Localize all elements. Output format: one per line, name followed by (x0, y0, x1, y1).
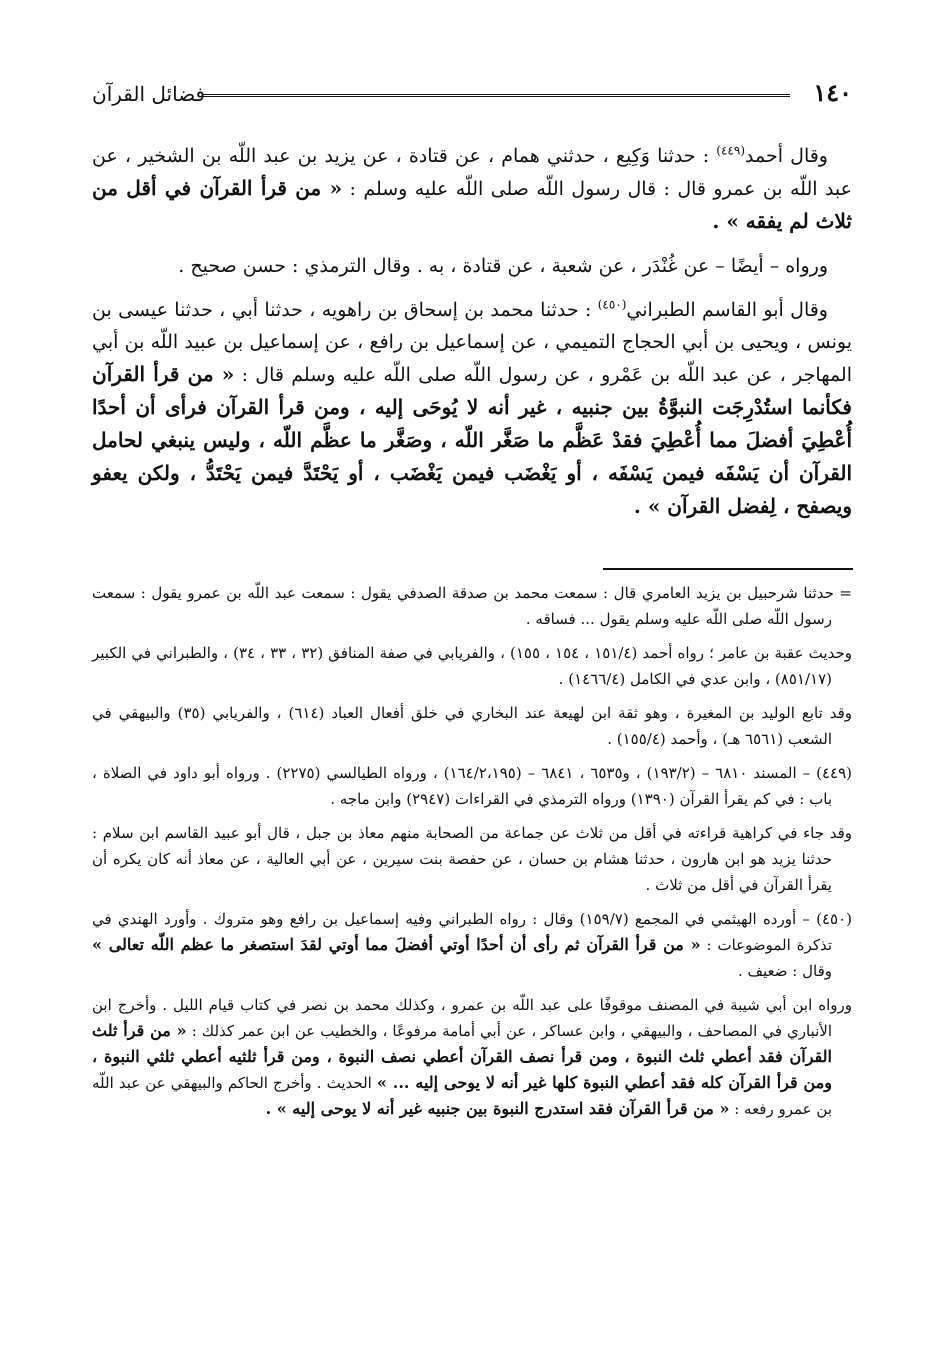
footnote-muadh: وقد جاء في كراهية قراءته في أقل من ثلاث عن جماعة من الصحابة منهم معاذ بن جبل ، قال أبو عبيد القاسم ابن سلام : حدثنا يزيد هو ابن هارون ، حدثنا هشام بن حسان ، عن حفصة بنت سيرين ، عن أبي العالية ، عن معاذ أنه كان يكره أن يقرأ القرآن في أقل من ثلاث . (92, 824, 852, 894)
footnote-uqba: وحديث عقبة بن عامر ؛ رواه أحمد (١٥١/٤ ، ١٥٤ ، ١٥٥) ، والفريابي في صفة المنافق (٣٢ ، ٣٣ ، ٣٤) ، والطبراني في الكبير (٨٥١/١٧) ، وابن عدي في الكامل (١٤٦٦/٤) . (92, 644, 852, 688)
hadith-text: « من قرأ القرآن في أقل من ثلاث لم يفقه » . (92, 176, 852, 233)
footnote-ref-449[interactable]: (٤٤٩) (716, 143, 746, 158)
main-text (92, 140, 852, 535)
paragraph-ahmad: وقال أحمد$^{(٤٤٩)}$ : حدثنا وَكِيع ، حدثني همام ، عن قتادة ، عن يزيد بن عبد اللّه بن الشخير ، عن عبد اللّه بن عمرو قال : قال رسول اللّه صلى اللّه عليه وسلم : « من قرأ القرآن في أقل من ثلاث لم يفقه » . (92, 143, 852, 233)
footnote-ibn-abi-shayba: ورواه ابن أبي شيبة في المصنف موقوفًا على عبد اللّه بن عمرو ، وكذلك محمد بن نصر في كتاب قيام الليل . وأخرج ابن الأنباري في المصاحف ، والبيهقي ، وابن عساكر ، عن أبي أمامة مرفوعًا ، والخطيب عن ابن عمر كذلك : « من قرأ ثلث القرآن فقد أعطي ثلث النبوة ، ومن قرأ نصف القرآن أعطي نصف النبوة ، ومن قرأ ثلثيه أعطي ثلثي النبوة ، ومن قرأ القرآن كله فقد أعطي النبوة كلها غير أنه لا يوحى إليه ... » الحديث . وأخرج الحاكم والبيهقي عن عبد اللّه بن عمرو رفعه : « من قرأ القرآن فقد استدرج النبوة بين جنبيه غير أنه لا يوحى إليه » . (92, 996, 852, 1118)
footnote-continued: = حدثنا شرحبيل بن يزيد العامري قال : سمعت محمد بن صدقة الصدفي يقول : سمعت عبد اللّه بن عمرو يقول : سمعت رسول اللّه صلى اللّه عليه وسلم يقول ... فساقه . (92, 584, 852, 628)
footnote-separator (603, 568, 853, 570)
running-title: فضائل القرآن (92, 82, 206, 106)
paragraph-tabarani: وقال أبو القاسم الطبراني$^{(٤٥٠)}$ : حدثنا محمد بن إسحاق بن راهويه ، حدثنا أبي ، حدثنا عيسى بن يونس ، ويحيى بن أبي الحجاج التميمي ، عن إسماعيل بن رافع ، عن إسماعيل بن عبيد اللّه بن أبي المهاجر ، عن عبد اللّه بن عَمْرو ، عن رسول اللّه صلى اللّه عليه وسلم قال : « من قرأ القرآن فكأنما استُدْرِجَت النبوَّةُ بين جنبيه ، غير أنه لا يُوحَى إليه ، ومن قرأ القرآن فرأى أن أحدًا أُعْطِيَ أفضلَ مما أُعْطِيَ فقدْ عَظَّم ما صَغَّر اللّه ، وصَغَّر ما عظَّم اللّه ، وليس ينبغي لحامل القرآن أن يَسْفَه فيمن يَسْفَه ، أو يَغْضَب فيمن يَغْضَب ، أو يَحْتَدَّ فيمن يَحْتَدُّ ، ولكن يعفو ويصفح ، لِفضل القرآن » . (92, 297, 853, 518)
page-number: ١٤٠ (813, 78, 852, 107)
footnote-450: (٤٥٠) – أورده الهيثمي في المجمع (١٥٩/٧) وقال : رواه الطبراني وفيه إسماعيل بن رافع وهو متروك . وأورد الهندي في تذكرة الموضوعات : « من قرأ القرآن ثم رأى أن أحدًا أوتي أفضلَ مما أوتي لقدَ استصغر ما عظم اللّه تعالى » وقال : ضعيف . (92, 910, 853, 980)
footnote-ref-450[interactable]: (٤٥٠) (597, 297, 627, 312)
footnote-walid: وقد تابع الوليد بن المغيرة ، وهو ثقة ابن لهيعة عند البخاري في خلق أفعال العباد (٦١٤) ، والفريابي (٣٥) والبيهقي في الشعب (٦٥٦١ هـ) ، وأحمد (١٥٥/٤) . (92, 704, 853, 748)
header-rule (202, 94, 790, 99)
hadith-text: « من قرأ القرآن فكأنما استُدْرِجَت النبوَّةُ بين جنبيه ، غير أنه لا يُوحَى إليه ، ومن قرأ القرآن فرأى أن أحدًا أُعْطِيَ أفضلَ مما أُعْطِيَ فقدْ عَظَّم ما صَغَّر اللّه ، وصَغَّر ما عظَّم اللّه ، وليس ينبغي لحامل القرآن أن يَسْفَه فيمن يَسْفَه ، أو يَغْضَب فيمن يَغْضَب ، أو يَحْتَدَّ فيمن يَحْتَدُّ ، ولكن يعفو ويصفح ، لِفضل القرآن » . (92, 362, 852, 518)
running-header (92, 72, 852, 112)
footnotes (92, 580, 852, 1130)
paragraph-ghundar: ورواه – أيضًا – عن غُنْدَر ، عن شعبة ، عن قتادة ، به . وقال الترمذي : حسن صحيح . (178, 255, 828, 277)
footnote-449: (٤٤٩) – المسند ٦٨١٠ – (١٩٣/٢) ، و٦٥٣٥ ، ٦٨٤١ – (١٦٤/٢،١٩٥) ، ورواه الطيالسي (٢٢٧٥) . ورواه أبو داود في الصلاة ، باب : في كم يقرأ القرآن (١٣٩٠) ورواه الترمذي في القراءات (٢٩٤٧) وابن ماجه . (92, 764, 853, 808)
quoted-hadith: « من قرأ القرآن ثم رأى أن أحدًا أوتي أفضلَ مما أوتي لقدَ استصغر ما عظم اللّه تعالى » (92, 935, 701, 954)
quoted-hadith: « من قرأ القرآن فقد استدرج النبوة بين جنبيه غير أنه لا يوحى إليه » . (265, 1099, 730, 1118)
quoted-hadith: « من قرأ ثلث القرآن فقد أعطي ثلث النبوة ، ومن قرأ نصف القرآن أعطي نصف النبوة ، ومن قرأ ثلثيه أعطي ثلثي النبوة ، ومن قرأ القرآن كله فقد أعطي النبوة كلها غير أنه لا يوحى إليه ... » (92, 1021, 832, 1092)
